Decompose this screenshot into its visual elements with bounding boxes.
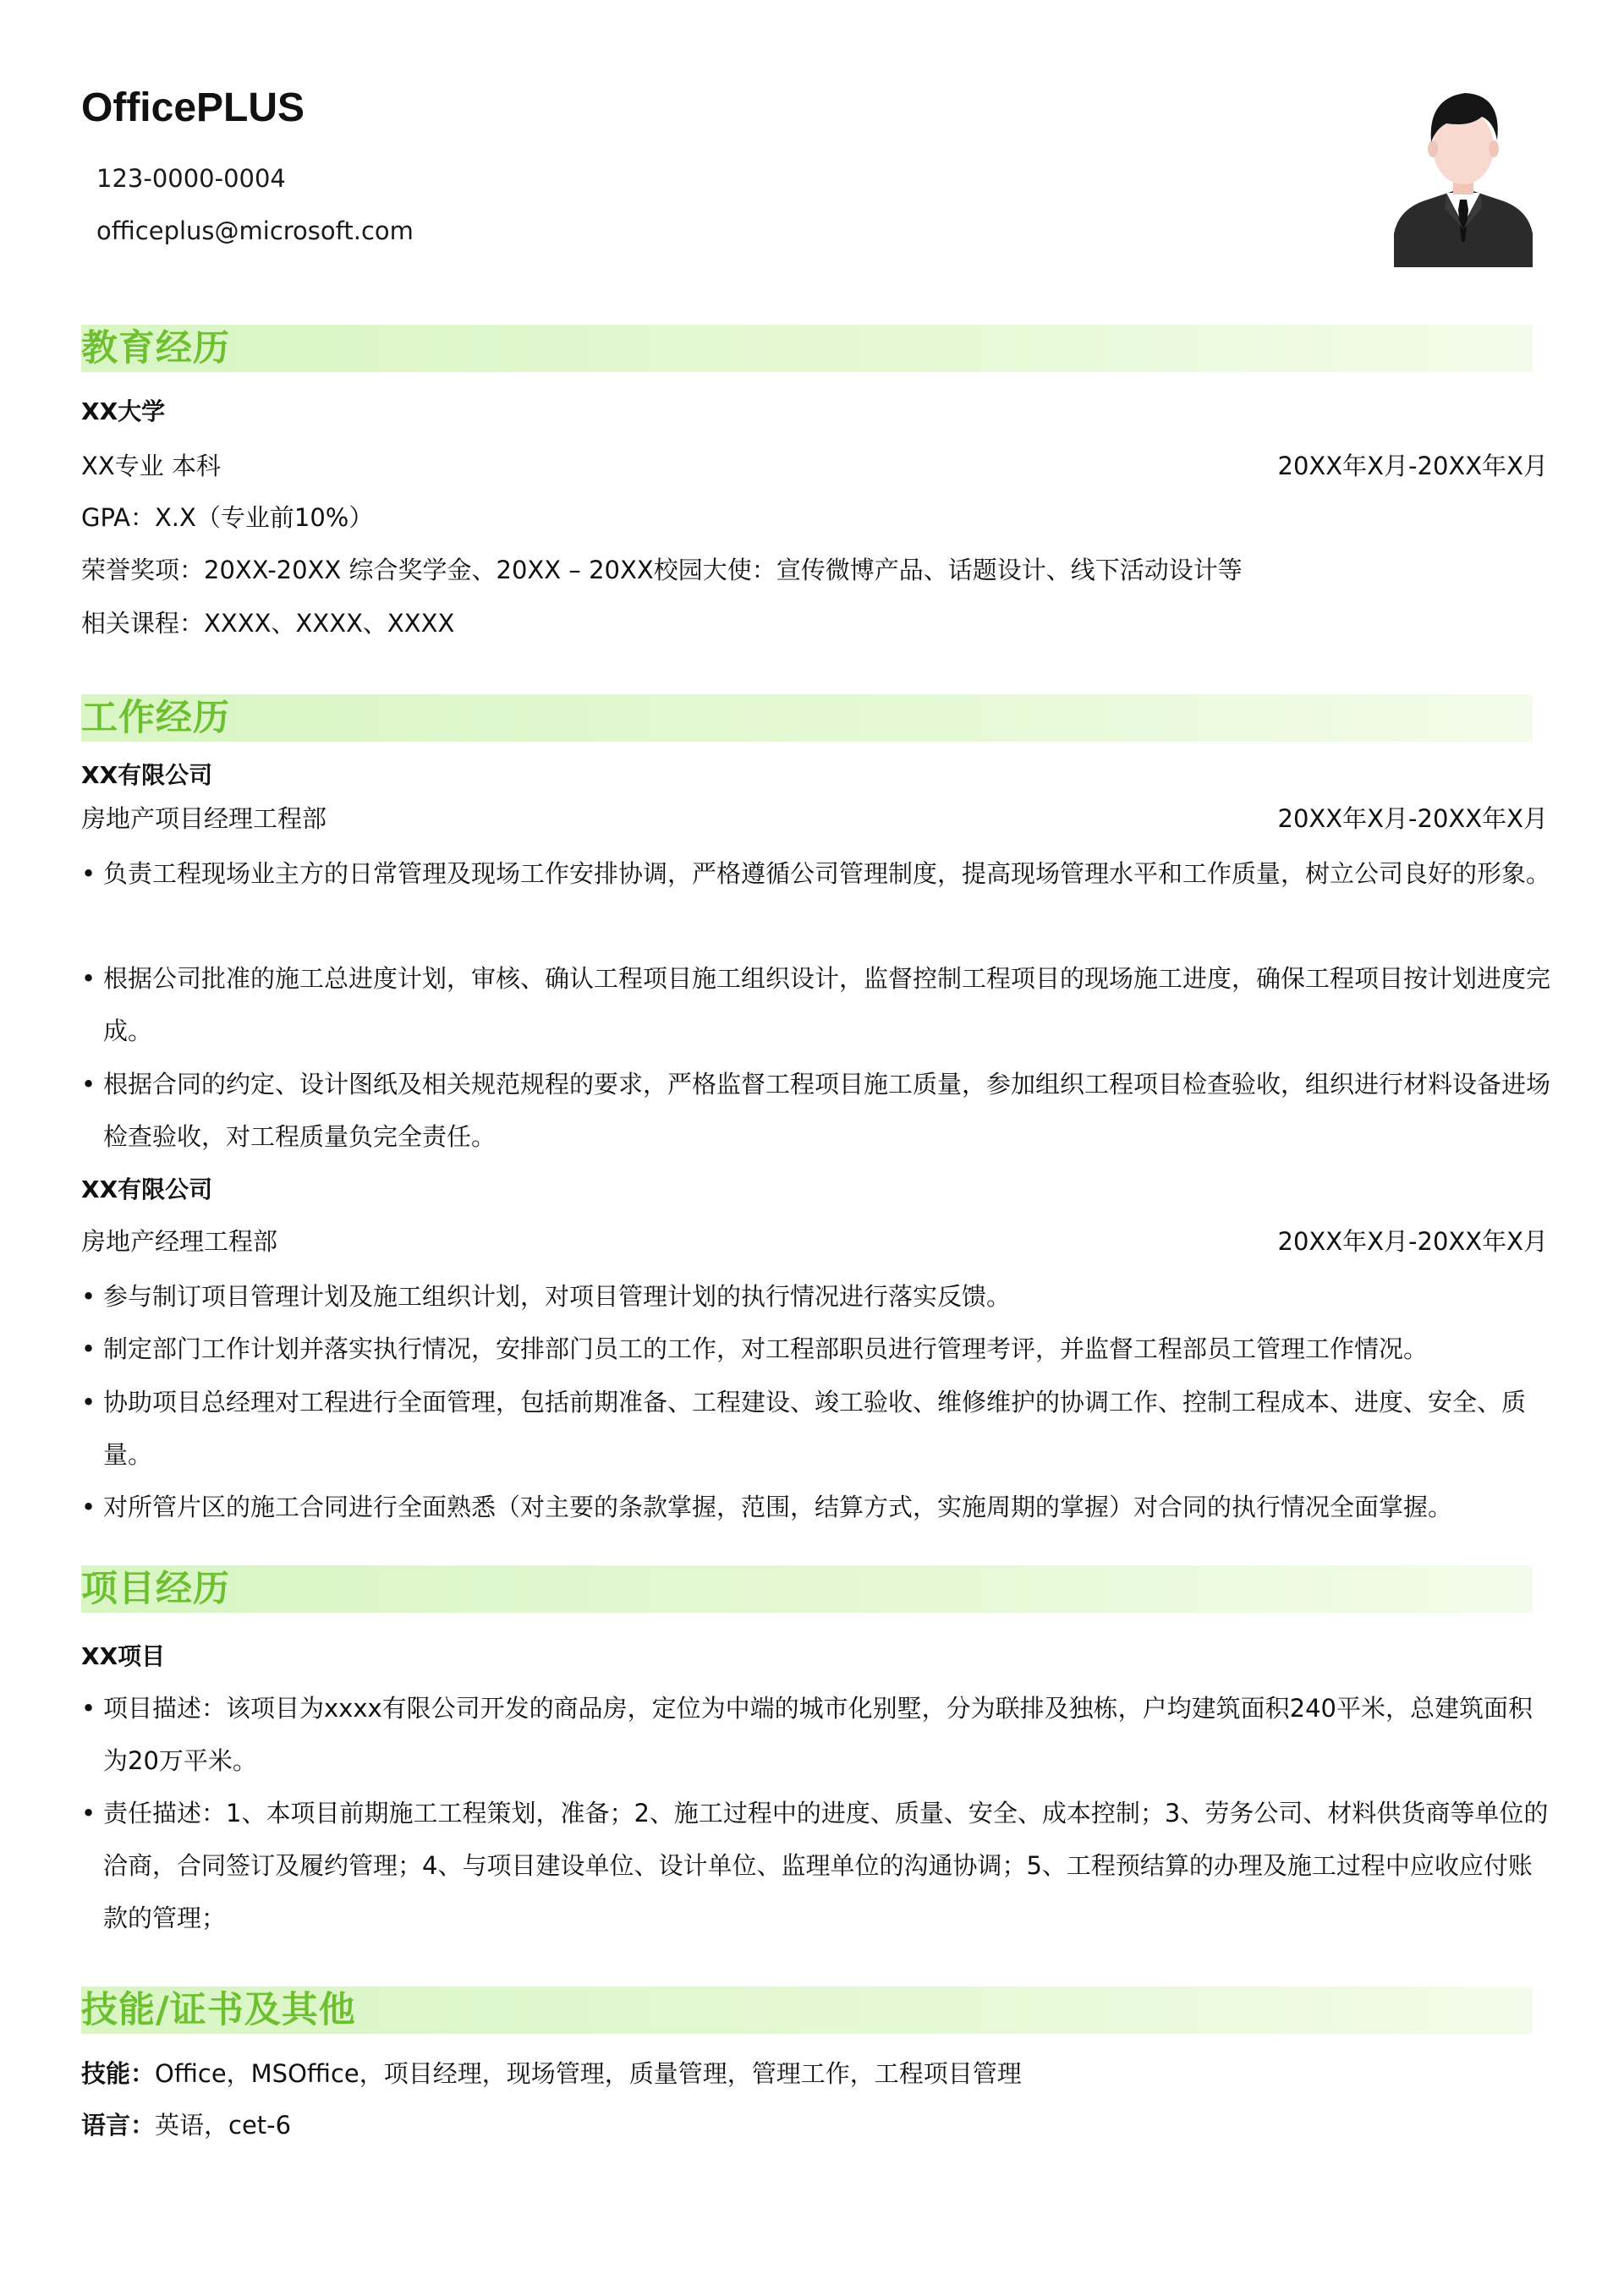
education-section-bar xyxy=(81,325,1533,372)
language-line xyxy=(81,2108,291,2142)
major-degree: XX专业 本科 xyxy=(81,452,221,480)
job-date: 20XX年X月-20XX年X月 xyxy=(1277,804,1548,833)
job-company: XX有限公司 xyxy=(81,761,213,789)
person-avatar-icon xyxy=(1394,81,1533,267)
job-date: 20XX年X月-20XX年X月 xyxy=(1277,1227,1548,1256)
job-bullet xyxy=(81,1481,1553,1533)
project-section-title: 项目经历 xyxy=(81,1568,230,1610)
project-bullet xyxy=(81,1682,1553,1787)
skills-value: Office，MSOffice，项目经理，现场管理，质量管理，管理工作，工程项目管理 xyxy=(155,2059,1022,2088)
bullet-marker: • xyxy=(81,1694,96,1723)
language-label: 语言： xyxy=(81,2111,156,2140)
bullet-marker: • xyxy=(81,1282,96,1311)
skills-section-title: 技能/证书及其他 xyxy=(81,1989,356,2031)
education-date: 20XX年X月-20XX年X月 xyxy=(1277,452,1548,480)
bullet-marker: • xyxy=(81,1070,96,1099)
bullet-text: 根据合同的约定、设计图纸及相关规范规程的要求，严格监督工程项目施工质量，参加组织工程项目检查验收，组织进行材料设备进场检查验收，对工程质量负完全责任。 xyxy=(103,1070,1551,1151)
skills-line xyxy=(81,2057,1022,2091)
project-bullet xyxy=(81,1787,1553,1944)
bullet-text: 责任描述：1、本项目前期施工工程策划，准备；2、施工过程中的进度、质量、安全、成本控制；3、劳务公司、材料供货商等单位的洽商，合同签订及履约管理；4、与项目建设单位、设计单位、监理单位的沟通协调；5、工程预结算的办理及施工过程中应收应付账款的管理； xyxy=(103,1799,1549,1932)
school-name: XX大学 xyxy=(81,397,166,425)
bullet-text: 对所管片区的施工合同进行全面熟悉（对主要的条款掌握，范围，结算方式，实施周期的掌握）对合同的执行情况全面掌握。 xyxy=(103,1493,1453,1521)
job-bullet xyxy=(81,1323,1553,1375)
project-name: XX项目 xyxy=(81,1642,166,1670)
language-value: 英语，cet-6 xyxy=(155,2111,292,2140)
bullet-text: 参与制订项目管理计划及施工组织计划，对项目管理计划的执行情况进行落实反馈。 xyxy=(103,1282,1012,1311)
work-section-title: 工作经历 xyxy=(81,697,230,739)
education-section-title: 教育经历 xyxy=(81,327,230,370)
phone-number: 123-0000-0004 xyxy=(96,164,286,193)
work-section-bar xyxy=(81,694,1533,742)
bullet-text: 负责工程现场业主方的日常管理及现场工作安排协调，严格遵循公司管理制度，提高现场管理水平和工作质量，树立公司良好的形象。 xyxy=(103,859,1551,888)
job-company: XX有限公司 xyxy=(81,1175,213,1203)
email-address: officeplus@microsoft.com xyxy=(96,216,414,245)
job-bullet xyxy=(81,1058,1553,1163)
bullet-text: 根据公司批准的施工总进度计划，审核、确认工程项目施工组织设计，监督控制工程项目的现场施工进度，确保工程项目按计划进度完成。 xyxy=(103,964,1551,1045)
job-role: 房地产经理工程部 xyxy=(81,1227,278,1256)
courses-text: 相关课程：XXXX、XXXX、XXXX xyxy=(81,609,455,638)
bullet-marker: • xyxy=(81,1388,96,1417)
bullet-text: 制定部门工作计划并落实执行情况，安排部门员工的工作，对工程部职员进行管理考评，并监督工程部员工管理工作情况。 xyxy=(103,1334,1429,1363)
job-role: 房地产项目经理工程部 xyxy=(81,804,327,833)
bullet-marker: • xyxy=(81,859,96,888)
honors-text: 荣誉奖项：20XX-20XX 综合奖学金、20XX – 20XX校园大使：宣传微博产品、话题设计、线下活动设计等 xyxy=(81,556,1243,584)
skills-label: 技能： xyxy=(81,2059,156,2088)
bullet-marker: • xyxy=(81,964,96,993)
bullet-marker: • xyxy=(81,1334,96,1363)
resume-header xyxy=(81,81,1536,284)
bullet-text: 项目描述：该项目为xxxx有限公司开发的商品房，定位为中端的城市化别墅，分为联排及独栋，户均建筑面积240平米，总建筑面积为20万平米。 xyxy=(103,1694,1533,1775)
job-bullet xyxy=(81,847,1553,900)
bullet-marker: • xyxy=(81,1493,96,1521)
job-bullet xyxy=(81,952,1553,1057)
project-section-bar xyxy=(81,1565,1533,1613)
candidate-name: OfficePLUS xyxy=(81,85,305,130)
gpa-text: GPA：X.X（专业前10%） xyxy=(81,503,374,532)
job-bullet xyxy=(81,1270,1553,1323)
bullet-marker: • xyxy=(81,1799,96,1827)
job-bullet xyxy=(81,1376,1553,1481)
bullet-text: 协助项目总经理对工程进行全面管理，包括前期准备、工程建设、竣工验收、维修维护的协调工作、控制工程成本、进度、安全、质量。 xyxy=(103,1388,1527,1469)
